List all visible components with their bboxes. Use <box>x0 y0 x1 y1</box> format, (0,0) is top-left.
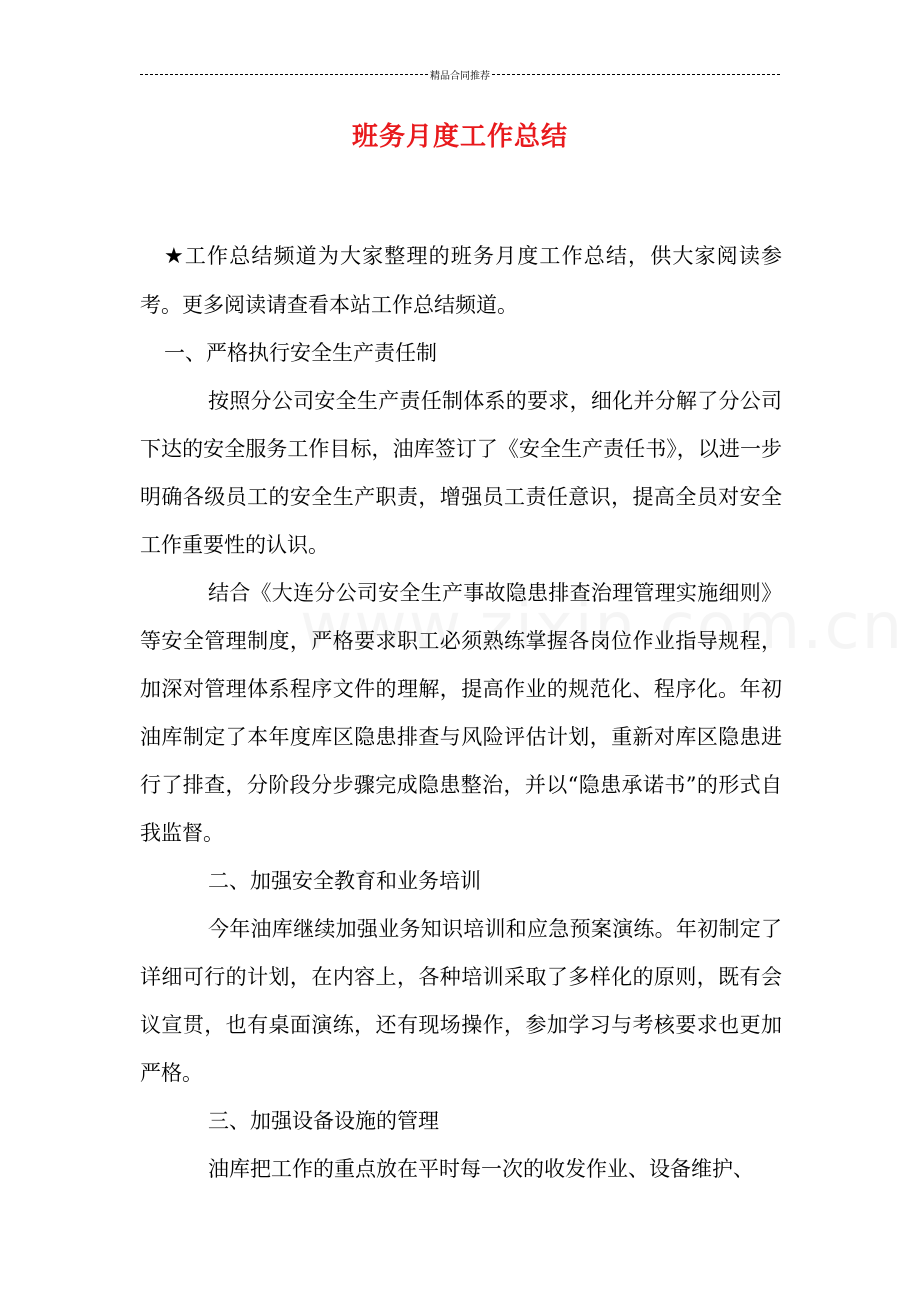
intro-text: 工作总结频道为大家整理的班务月度工作总结，供大家阅读参考。更多阅读请查看本站工作总结频道。 <box>140 244 782 317</box>
document-title: 班务月度工作总结 <box>351 122 568 152</box>
header-label: 精品合同推荐 <box>430 70 490 82</box>
section-heading-1: 一、严格执行安全生产责任制 <box>164 341 437 365</box>
section-1-paragraph-2: 结合《大连分公司安全生产事故隐患排查治理管理实施细则》等安全管理制度，严格要求职工必须熟练掌握各岗位作业指导规程，加深对管理体系程序文件的理解，提高作业的规范化、程序化。年初油库制定了本年度库区隐患排查与风险评估计划，重新对库区隐患进行了排查，分阶段分步骤完成隐患整治，并以“隐患承诺书”的形式自我监督。 <box>140 581 782 845</box>
header-dash-right <box>492 74 780 75</box>
section-heading-3: 三、加强设备设施的管理 <box>208 1109 439 1133</box>
page-header <box>140 66 780 82</box>
section-2-paragraph-1: 今年油库继续加强业务知识培训和应急预案演练。年初制定了详细可行的计划，在内容上，各种培训采取了多样化的原则，既有会议宣贯，也有桌面演练，还有现场操作，参加学习与考核要求也更加严格。 <box>140 917 782 1085</box>
star-icon: ★ <box>164 244 185 269</box>
document-body <box>140 232 782 1193</box>
intro-paragraph <box>140 232 782 329</box>
section-3-paragraph-1: 油库把工作的重点放在平时每一次的收发作业、设备维护、 <box>208 1157 754 1181</box>
section-1-paragraph-1: 按照分公司安全生产责任制体系的要求，细化并分解了分公司下达的安全服务工作目标，油库签订了《安全生产责任书》，以进一步明确各级员工的安全生产职责，增强员工责任意识，提高全员对安全工作重要性的认识。 <box>140 389 782 557</box>
header-dash-left <box>140 74 428 75</box>
section-heading-2: 二、加强安全教育和业务培训 <box>208 869 481 893</box>
